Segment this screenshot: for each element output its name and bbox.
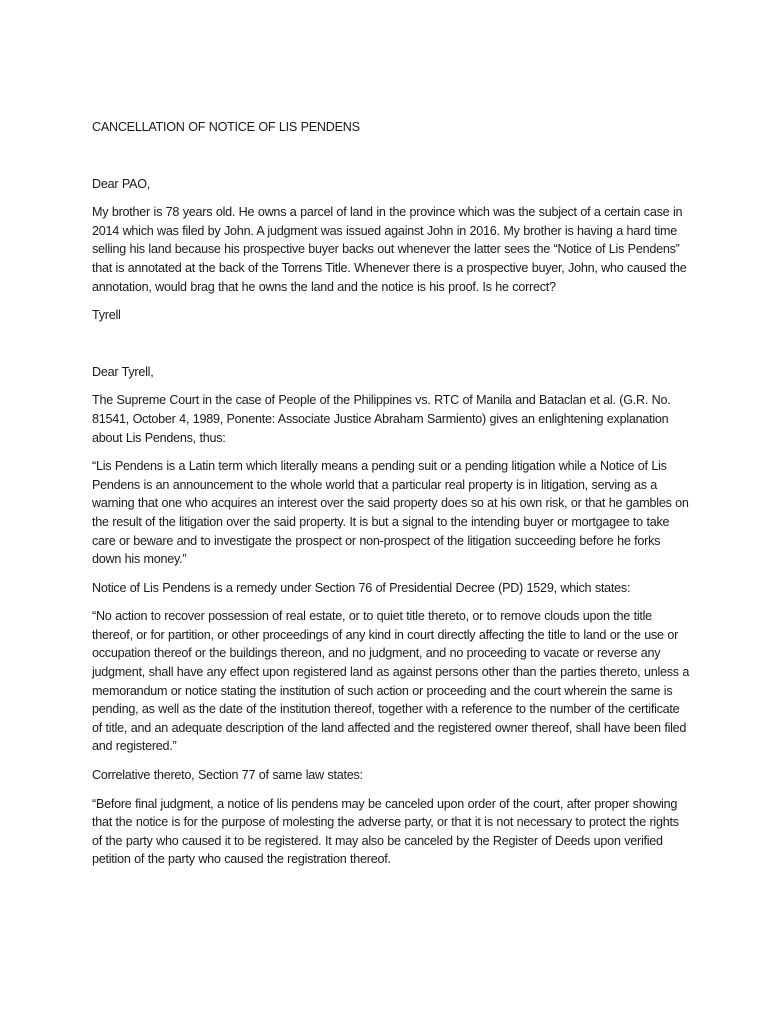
greeting-tyrell: Dear Tyrell,: [92, 364, 154, 379]
document-page: [92, 118, 692, 869]
signature: Tyrell: [92, 308, 121, 323]
spacer: [92, 447, 692, 457]
document-title: CANCELLATION OF NOTICE OF LIS PENDENS: [92, 120, 360, 134]
spacer: [92, 325, 692, 363]
spacer: [92, 193, 692, 203]
spacer: [92, 756, 692, 766]
quote-section-76: “No action to recover possession of real estate, or to quiet title thereto, or to remove clouds upon the title thereof, or for partition, or other proceedings of any kind in court directly affecting the title to land or the use or occupation thereof or the buildings thereon, and no judgment, and no proceeding to vacate or reverse any judgment, shall have any effect upon registered land as against persons other than the parties thereto, unless a memorandum or notice stating the institution of such action or proceeding and the court wherein the same is pending, as well as the date of the institution thereof, together with a reference to the number of the certificate of title, and an adequate description of the land affected and the registered owner thereof, shall have been filed and registered.”: [92, 609, 690, 754]
question-paragraph: My brother is 78 years old. He owns a parcel of land in the province which was the subject of a certain case in 2014 which was filed by John. A judgment was issued against John in 2016. My brother is having a hard time selling his land because his prospective buyer backs out whenever the latter sees the “Notice of Lis Pendens” that is annotated at the back of the Torrens Title. Whenever there is a prospective buyer, John, who caused the annotation, would brag that he owns the land and the notice is his proof. Is he correct?: [92, 205, 687, 294]
spacer: [92, 569, 692, 579]
answer-intro-paragraph: The Supreme Court in the case of People of the Philippines vs. RTC of Manila and Bataclan et al. (G.R. No. 81541, October 4, 1989, Ponente: Associate Justice Abraham Sarmiento) gives an enlightening explanation about Lis Pendens, thus:: [92, 393, 671, 445]
spacer: [92, 785, 692, 795]
section-77-intro: Correlative thereto, Section 77 of same law states:: [92, 768, 363, 783]
quote-lis-pendens: “Lis Pendens is a Latin term which literally means a pending suit or a pending litigation while a Notice of Lis Pendens is an announcement to the whole world that a particular real property is in litigation, serving as a warning that one who acquires an interest over the said property does so at his own risk, or that he gambles on the result of the litigation over the said property. It is but a signal to the intending buyer or mortgagee to take care or beware and to investigate the prospect or non-prospect of the litigation succeeding before he forks down his money.”: [92, 459, 689, 567]
spacer: [92, 597, 692, 607]
spacer: [92, 296, 692, 306]
greeting-pao: Dear PAO,: [92, 176, 151, 191]
spacer: [92, 381, 692, 391]
section-76-intro: Notice of Lis Pendens is a remedy under Section 76 of Presidential Decree (PD) 1529, which states:: [92, 580, 631, 595]
quote-section-77: “Before final judgment, a notice of lis pendens may be canceled upon order of the court, after proper showing that the notice is for the purpose of molesting the adverse party, or that it is not necessary to protect the rights of the party who caused it to be registered. It may also be canceled by the Register of Deeds upon verified petition of the party who caused the registration thereof.: [92, 796, 679, 867]
spacer: [92, 137, 692, 175]
